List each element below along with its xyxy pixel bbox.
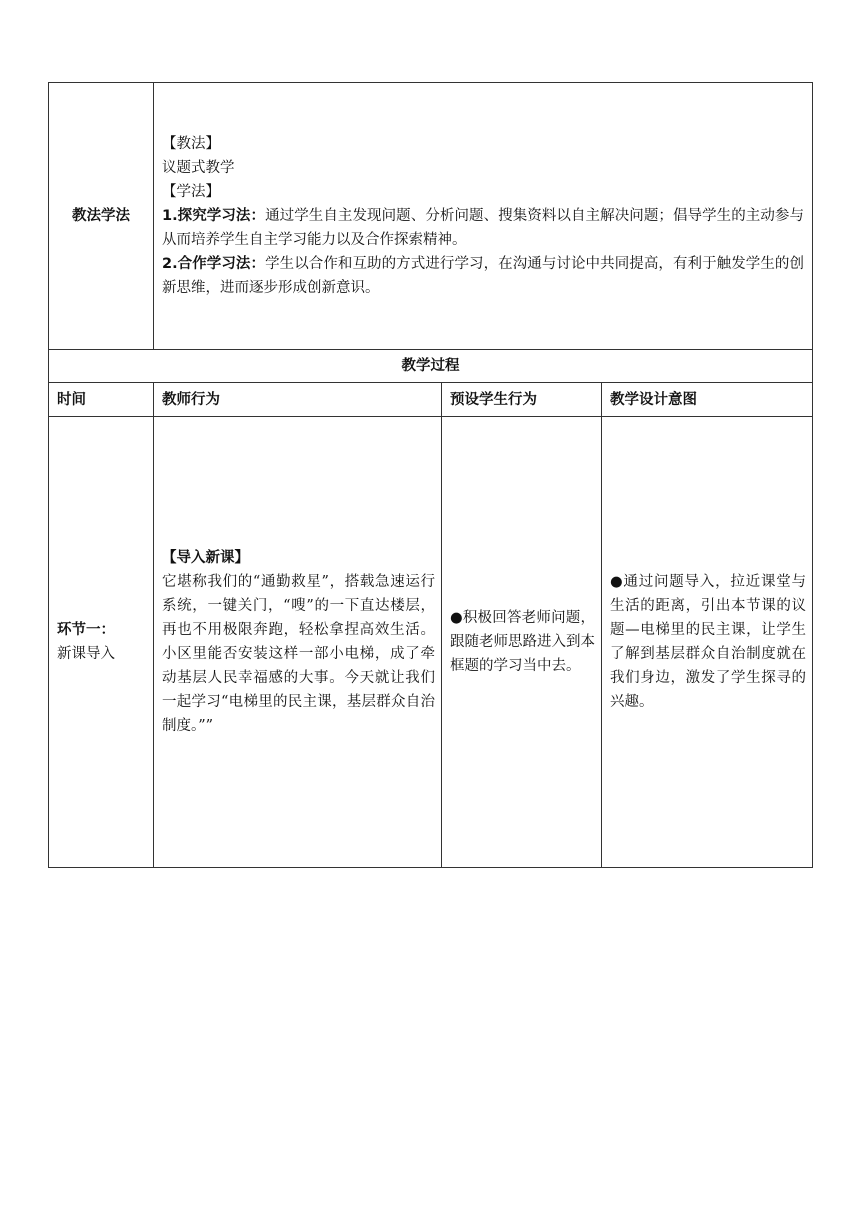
- header-teacher: 教师行为: [154, 383, 442, 417]
- stage-subtitle: 新课导入: [57, 646, 115, 662]
- item-1-text: 通过学生自主发现问题、分析问题、搜集资料以自主解决问题；倡导学生的主动参与从而培养学生自主学习能力以及合作探索精神。: [162, 208, 804, 248]
- header-time: 时间: [49, 383, 154, 417]
- process-title-row: [49, 350, 813, 383]
- learning-method-heading: 【学法】: [162, 184, 220, 200]
- header-intent: 教学设计意图: [602, 383, 813, 417]
- intent-cell: [602, 417, 813, 868]
- student-cell: [442, 417, 602, 868]
- table-row: [49, 417, 813, 868]
- methods-content: [154, 83, 813, 350]
- learning-method-item-1: [162, 204, 804, 252]
- header-student: 预设学生行为: [442, 383, 602, 417]
- item-2-title: 2.合作学习法：: [162, 256, 266, 272]
- intent-text: ●通过问题导入，拉近课堂与生活的距离，引出本节课的议题—电梯里的民主课，让学生了解到基层群众自治制度就在我们身边，激发了学生探寻的兴趣。: [610, 574, 806, 710]
- stage-cell: [49, 417, 154, 868]
- methods-row: [49, 83, 813, 350]
- methods-label: 教法学法: [49, 83, 154, 350]
- process-header-row: [49, 383, 813, 417]
- process-title: 教学过程: [49, 350, 813, 383]
- teacher-heading: 【导入新课】: [162, 550, 249, 566]
- teacher-cell: [154, 417, 442, 868]
- item-1-title: 1.探究学习法：: [162, 208, 266, 224]
- teaching-method-heading: 【教法】: [162, 136, 220, 152]
- lesson-plan-table: [48, 82, 813, 868]
- teacher-text: 它堪称我们的“通勤救星”，搭载急速运行系统，一键关门，“嗖”的一下直达楼层，再也不用极限奔跑，轻松拿捏高效生活。小区里能否安装这样一部小电梯，成了牵动基层人民幸福感的大事。今天就让我们一起学习“电梯里的民主课，基层群众自治制度。””: [162, 574, 435, 734]
- student-text: ●积极回答老师问题，跟随老师思路进入到本框题的学习当中去。: [450, 610, 595, 674]
- item-2-text: 学生以合作和互助的方式进行学习，在沟通与讨论中共同提高，有利于触发学生的创新思维，进而逐步形成创新意识。: [162, 256, 804, 296]
- learning-method-item-2: [162, 252, 804, 300]
- teaching-method-text: 议题式教学: [162, 160, 235, 176]
- stage-title: 环节一：: [57, 622, 115, 638]
